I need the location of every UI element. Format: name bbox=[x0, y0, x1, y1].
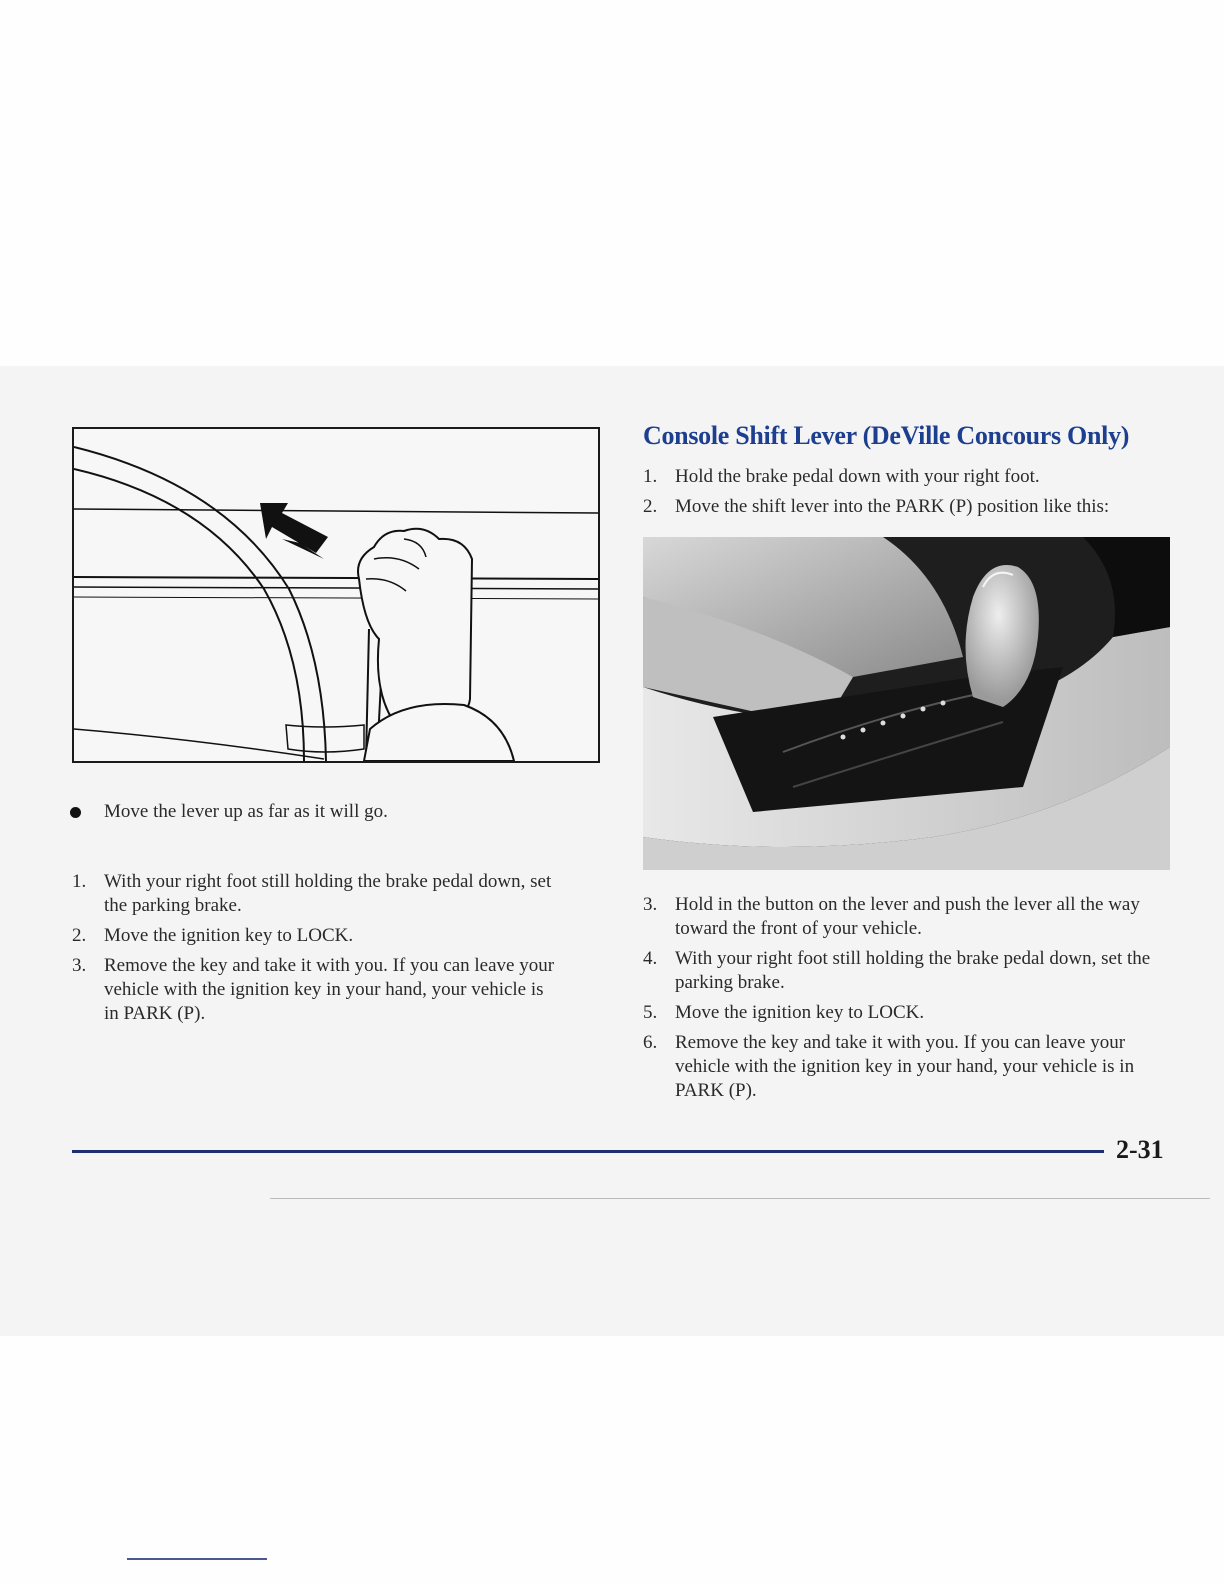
step-text: Move the shift lever into the PARK (P) position like this: bbox=[675, 496, 1110, 517]
right-top-steps-list bbox=[643, 465, 1183, 525]
divider bbox=[270, 1198, 1210, 1199]
list-item bbox=[643, 1031, 1173, 1103]
footer-rule bbox=[72, 1150, 1104, 1153]
step-number: 1. bbox=[72, 871, 87, 892]
step-number: 3. bbox=[643, 894, 658, 915]
step-number: 5. bbox=[643, 1002, 658, 1023]
list-item bbox=[643, 1001, 1173, 1025]
list-item bbox=[643, 495, 1183, 519]
step-number: 6. bbox=[643, 1032, 658, 1053]
step-number: 1. bbox=[643, 466, 658, 487]
step-number: 3. bbox=[72, 955, 87, 976]
list-item bbox=[72, 870, 562, 918]
bullet-text: Move the lever up as far as it will go. bbox=[104, 801, 388, 822]
step-text: Move the ignition key to LOCK. bbox=[104, 925, 354, 946]
step-text: With your right foot still holding the brake pedal down, set the parking brake. bbox=[675, 948, 1151, 993]
step-text: Remove the key and take it with you. If you can leave your vehicle with the ignition key in your hand, your vehicle is in PARK (P). bbox=[104, 955, 555, 1024]
divider bbox=[127, 1558, 267, 1560]
steering-wheel-hand-drawing bbox=[74, 429, 598, 761]
list-item bbox=[72, 954, 562, 1026]
page-number: 2-31 bbox=[1116, 1135, 1164, 1164]
step-text: Move the ignition key to LOCK. bbox=[675, 1002, 925, 1023]
step-number: 2. bbox=[72, 925, 87, 946]
step-number: 2. bbox=[643, 496, 658, 517]
bullet-icon bbox=[70, 807, 81, 818]
steering-column-shift-lever-illustration bbox=[72, 427, 600, 763]
list-item bbox=[643, 893, 1173, 941]
step-text: Hold in the button on the lever and push the lever all the way toward the front of your vehicle. bbox=[675, 894, 1140, 939]
list-item bbox=[643, 947, 1173, 995]
step-number: 4. bbox=[643, 948, 658, 969]
shift-lever-photo-drawing bbox=[643, 537, 1170, 870]
list-item bbox=[643, 465, 1183, 489]
console-shift-lever-photo bbox=[643, 537, 1170, 870]
right-bottom-steps-list bbox=[643, 893, 1173, 1109]
step-text: Remove the key and take it with you. If you can leave your vehicle with the ignition key in your hand, your vehicle is in PARK (P). bbox=[675, 1032, 1135, 1101]
step-text: Hold the brake pedal down with your right foot. bbox=[675, 466, 1040, 487]
left-steps-list bbox=[72, 870, 562, 1032]
section-heading: Console Shift Lever (DeVille Concours Only) bbox=[643, 421, 1130, 450]
step-text: With your right foot still holding the brake pedal down, set the parking brake. bbox=[104, 871, 552, 916]
list-item bbox=[72, 924, 562, 948]
